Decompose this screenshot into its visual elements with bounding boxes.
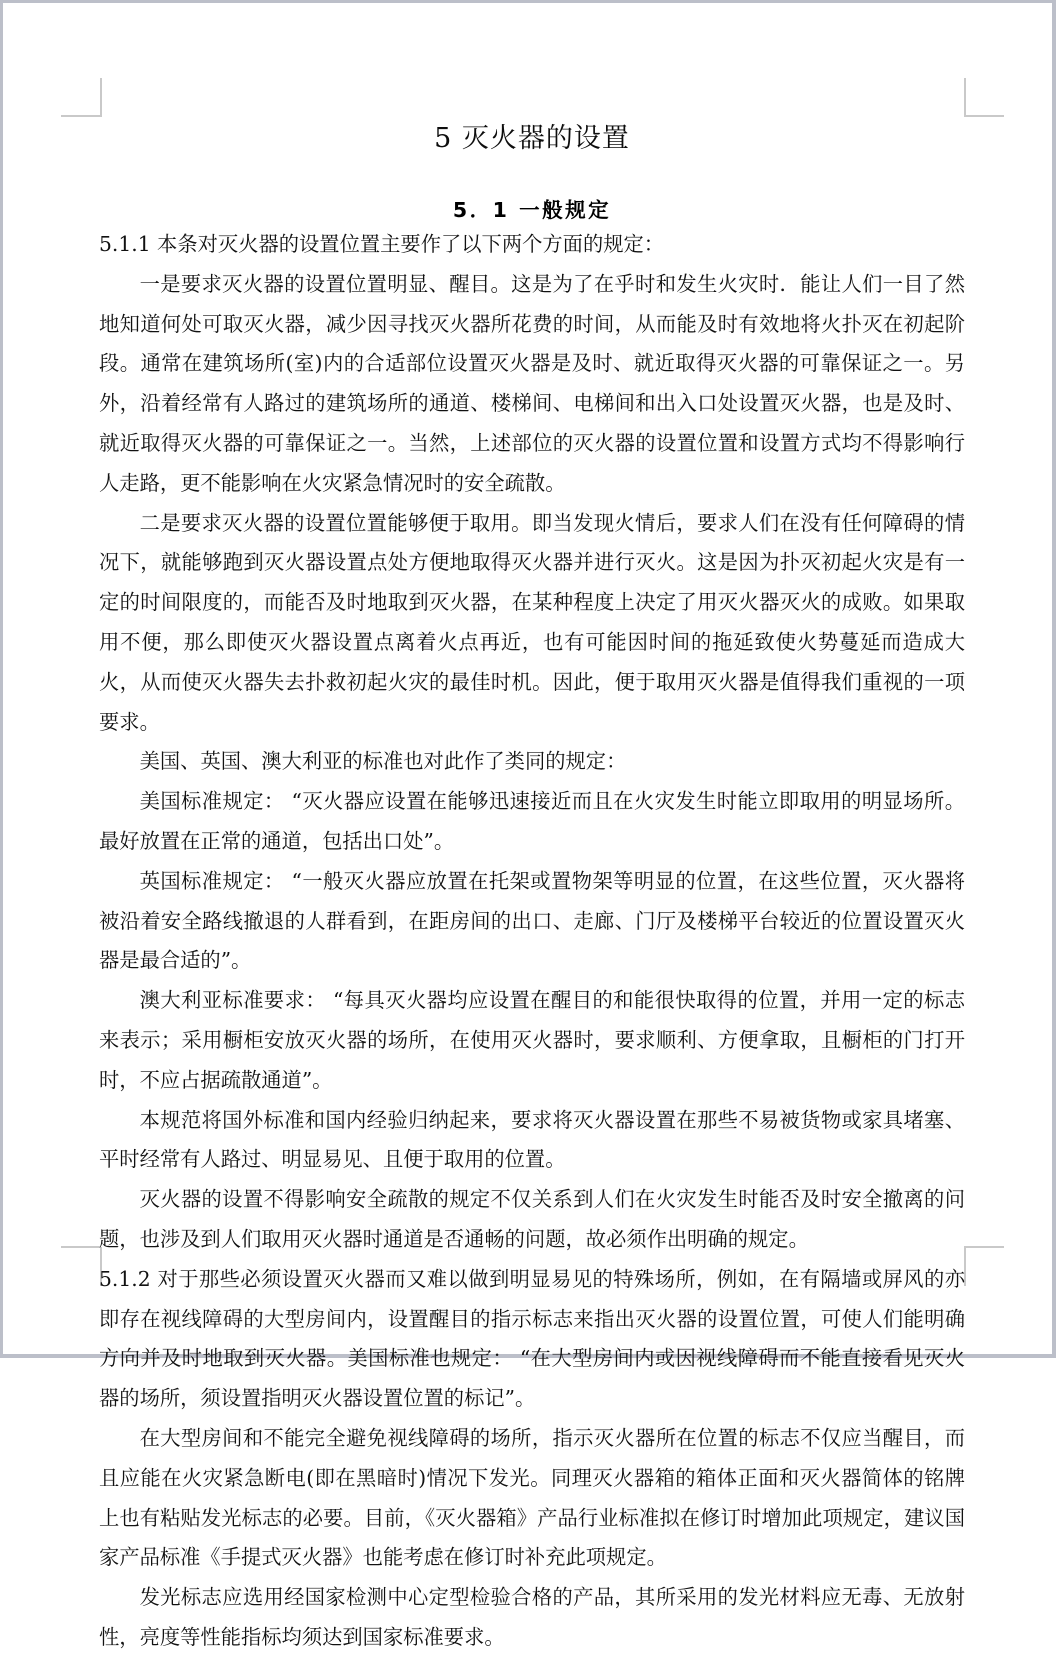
paragraph-foreign-standards-intro: 美国、英国、澳大利亚的标准也对此作了类同的规定：	[139, 749, 627, 774]
paragraph-luminous-signs: 在大型房间和不能完全避免视线障碍的场所，指示灭火器所在位置的标志不仅应当醒目，而且应能在火灾紧急断电(即在黑暗时)情况下发光。同理灭火器箱的箱体正面和灭火器简体的铭牌上也有粘贴发光标志的必要。目前，《灭火器箱》产品行业标准拟在修订时增加此项规定，建议国家产品标准《手提式灭火器》也能考虑在修订时补充此项规定。	[99, 1425, 965, 1570]
paragraph-second-requirement: 二是要求灭火器的设置位置能够便于取用。即当发现火情后，要求人们在没有任何障碍的情况下，就能够跑到灭火器设置点处方便地取得灭火器并进行灭火。这是因为扑灭初起火灾是有一定的时间限度的，而能否及时地取到灭火器，在某种程度上决定了用灭火器灭火的成败。如果取用不便，那么即使灭火器设置点离着火点再近，也有可能因时间的拖延致使火势蔓延而造成大火，从而使灭火器失去扑救初起火灾的最佳时机。因此，便于取用灭火器是值得我们重视的一项要求。	[99, 510, 965, 734]
paragraph-luminous-material: 发光标志应选用经国家检测中心定型检验合格的产品，其所采用的发光材料应无毒、无放射性，亮度等性能指标均须达到国家标准要求。	[99, 1585, 965, 1649]
paragraph-5-1-1: 5.1.1 本条对灭火器的设置位置主要作了以下两个方面的规定：	[99, 232, 665, 256]
paragraph-code-summary: 本规范将国外标准和国内经验归纳起来，要求将灭火器设置在那些不易被货物或家具堵塞、平时经常有人路过、明显易见、且便于取用的位置。	[99, 1107, 965, 1172]
paragraph-us-standard: 美国标准规定： “灭火器应设置在能够迅速接近而且在火灾发生时能立即取用的明显场所。最好放置在正常的通道，包括出口处”。	[99, 789, 965, 853]
paragraph-au-standard: 澳大利亚标准要求： “每具灭火器均应设置在醒目的和能很快取得的位置，并用一定的标志来表示；采用橱柜安放灭火器的场所，在使用灭火器时，要求顺利、方便拿取，且橱柜的门打开时，不应占据疏散通道”。	[99, 988, 965, 1092]
crop-mark-top-right-horizontal	[964, 115, 1004, 117]
crop-mark-bottom-right-horizontal	[964, 1246, 1004, 1248]
document-content	[99, 108, 965, 1658]
page-title: 5 灭火器的设置	[434, 123, 630, 154]
crop-mark-top-left-horizontal	[61, 115, 101, 117]
section-heading: 5．1 一般规定	[452, 198, 612, 222]
paragraph-evacuation: 灭火器的设置不得影响安全疏散的规定不仅关系到人们在火灾发生时能否及时安全撤离的问题，也涉及到人们取用灭火器时通道是否通畅的问题，故必须作出明确的规定。	[99, 1187, 965, 1251]
paragraph-uk-standard: 英国标准规定： “一般灭火器应放置在托架或置物架等明显的位置，在这些位置，灭火器将被沿着安全路线撤退的人群看到，在距房间的出口、走廊、门厅及楼梯平台较近的位置设置灭火器是最合适的”。	[99, 868, 965, 973]
paragraph-first-requirement: 一是要求灭火器的设置位置明显、醒目。这是为了在乎时和发生火灾时．能让人们一目了然地知道何处可取灭火器，减少因寻找灭火器所花费的时间，从而能及时有效地将火扑灭在初起阶段。通常在建筑场所(室)内的合适部位设置灭火器是及时、就近取得灭火器的可靠保证之一。另外，沿着经常有人路过的建筑场所的通道、楼梯间、电梯间和出入口处设置灭火器，也是及时、就近取得灭火器的可靠保证之一。当然，上述部位的灭火器的设置位置和设置方式均不得影响行人走路，更不能影响在火灾紧急情况时的安全疏散。	[99, 271, 965, 495]
crop-mark-bottom-left-horizontal	[61, 1246, 101, 1248]
paragraph-5-1-2: 5.1.2 对于那些必须设置灭火器而又难以做到明显易见的特殊场所，例如，在有隔墙或屏风的亦即存在视线障碍的大型房间内，设置醒目的指示标志来指出灭火器的设置位置，可使人们能明确方向并及时地取到灭火器。美国标准也规定： “在大型房间内或因视线障碍而不能直接看见灭火器的场所，须设置指明灭火器设置位置的标记”。	[99, 1266, 965, 1411]
